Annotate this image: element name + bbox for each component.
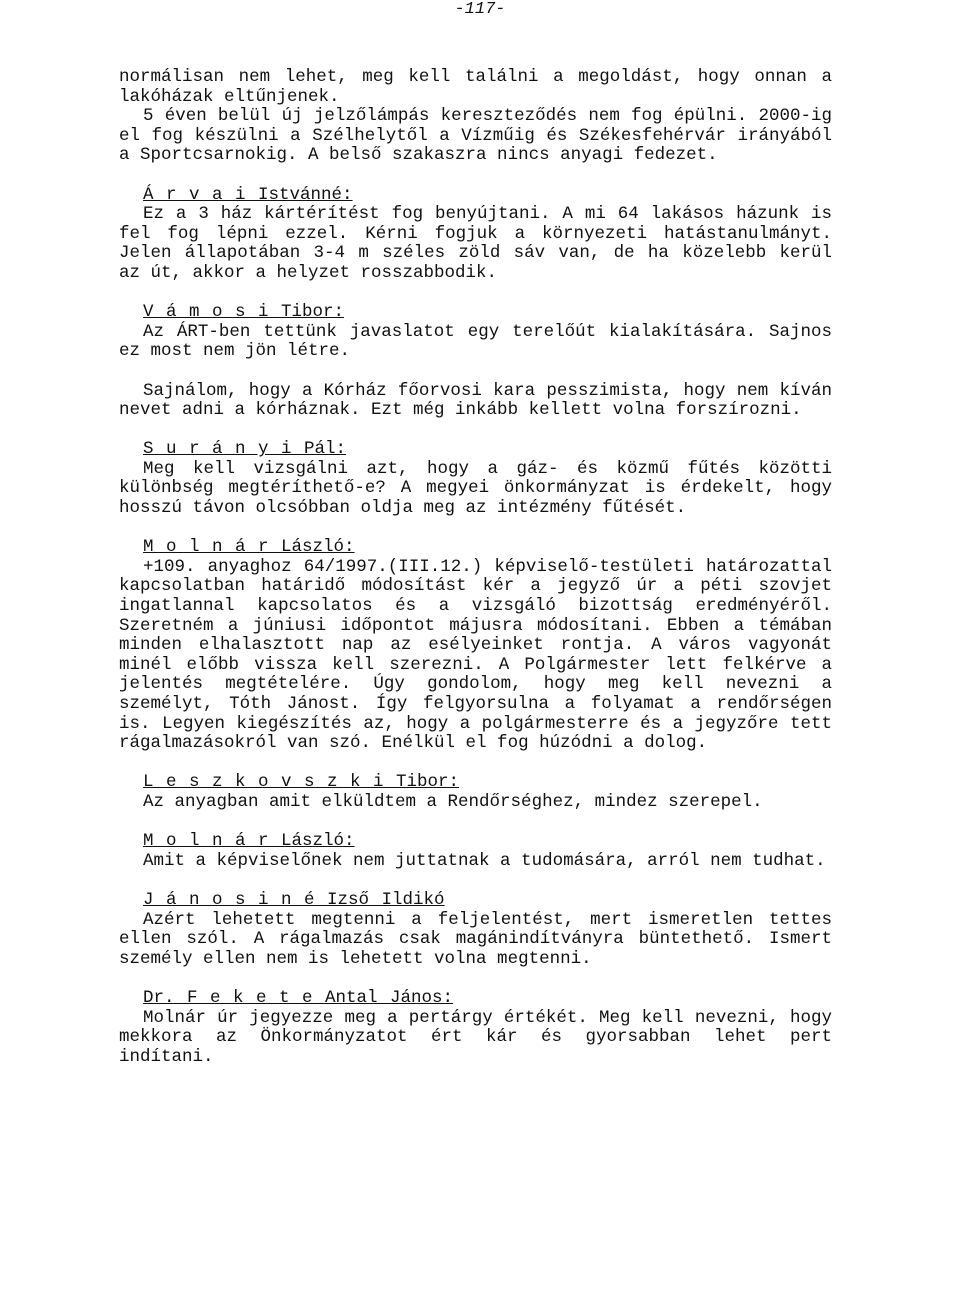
speaker-name: J á n o s i n é Izső Ildikó	[143, 889, 445, 910]
document-body	[119, 68, 832, 1067]
paragraph: +109. anyaghoz 64/1997.(III.12.) képviselő-testületi határozattal kapcsolatban határidő módosítást kér a jegyző úr a péti szovjet ingatlannal kapcsolatos és a vizsgáló bizottság eredményéről. Szeretném a júniusi időpontot májusra módosítani. Ebben a témában minden elhalasztott nap az esélyeinket rontja. A város vagyonát minél előbb vissza kell szerezni. A Polgármester lett felkérve a jelentés megtételére. Úgy gondolom, hogy meg kell nevezni a személyt, Tóth Jánost. Így felgyorsulna a folyamat a rendőrségen is. Legyen kiegészítés az, hogy a polgármesterre és a jegyzőre tett rágalmazásokról van szó. Enélkül el fog húzódni a dolog.	[119, 556, 832, 754]
paragraph: Meg kell vizsgálni azt, hogy a gáz- és közmű fűtés közötti különbség megtéríthető-e? A megyei önkormányzat is érdekelt, hogy hosszú távon olcsóbban oldja meg az intézmény fűtését.	[119, 458, 832, 519]
paragraph: normálisan nem lehet, meg kell találni a megoldást, hogy onnan a lakóházak eltűnjenek.	[119, 67, 832, 107]
paragraph: Ez a 3 ház kártérítést fog benyújtani. A mi 64 lakásos házunk is fel fog lépni ezzel. Kérni fogjuk a környezeti hatástanulmányt. Jelen állapotában 3-4 m széles zöld sáv van, de ha közelebb kerül az út, akkor a helyzet rosszabbodik.	[119, 204, 832, 283]
paragraph: Amit a képviselőnek nem juttatnak a tudomására, arról nem tudhat.	[143, 850, 826, 871]
paragraph: Azért lehetett megtenni a feljelentést, mert ismeretlen tettes ellen szól. A rágalmazás csak magánindítványra büntethető. Ismert személy ellen nem is lehetett volna megtenni.	[119, 909, 832, 969]
speaker-name: M o l n á r László:	[143, 831, 355, 852]
paragraph: 5 éven belül új jelzőlámpás kereszteződés nem fog épülni. 2000-ig el fog készülni a Szélhelytől a Vízműig és Székesfehérvár irányából a Sportcsarnokig. A belső szakaszra nincs anyagi fedezet.	[119, 106, 832, 166]
speaker-name: V á m o s i Tibor:	[143, 302, 345, 323]
speaker-name: L e s z k o v s z k i Tibor:	[143, 772, 460, 793]
speaker-name: Dr. F e k e t e Antal János:	[143, 987, 454, 1008]
page-number: -117-	[454, 0, 506, 19]
speaker-name: S u r á n y i Pál:	[143, 439, 347, 460]
paragraph: Sajnálom, hogy a Kórház főorvosi kara pesszimista, hogy nem kíván nevet adni a kórháznak. Ezt még inkább kellett volna forszírozni.	[119, 380, 832, 421]
speaker-name: Á r v a i Istvánné:	[143, 184, 353, 205]
speaker-name: M o l n á r László:	[143, 537, 355, 558]
paragraph: Az ÁRT-ben tettünk javaslatot egy terelőút kialakítására. Sajnos ez most nem jön létre.	[119, 321, 832, 362]
paragraph: Az anyagban amit elküldtem a Rendőrséghez, mindez szerepel.	[143, 791, 763, 812]
paragraph: Molnár úr jegyezze meg a pertárgy értékét. Meg kell nevezni, hogy mekkora az Önkormányzatot ért kár és gyorsabban lehet pert indítani.	[119, 1007, 832, 1067]
